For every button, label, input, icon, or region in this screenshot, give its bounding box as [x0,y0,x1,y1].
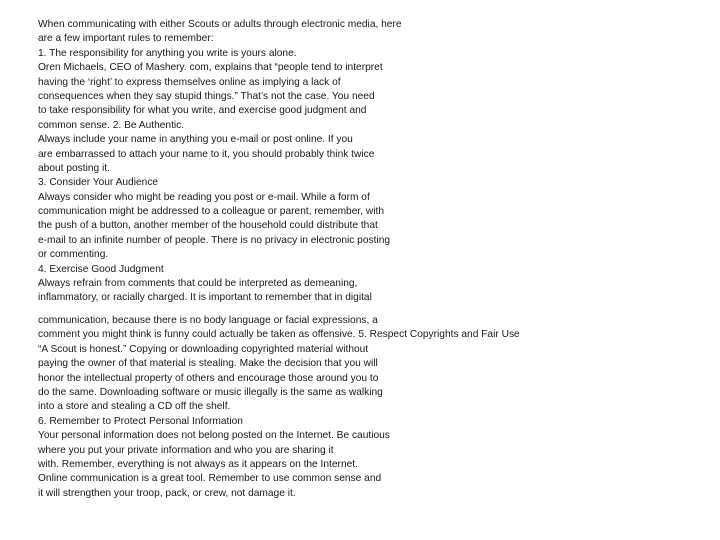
text-line: When communicating with either Scouts or adults through electronic media, here [38,19,402,30]
text-line: inflammatory, or racially charged. It is important to remember that in digital [38,292,372,304]
text-line: into a store and stealing a CD off the shelf. [38,401,231,413]
text-line: 6. Remember to Protect Personal Information [38,415,243,427]
text-line: Always refrain from comments that could be interpreted as demeaning, [38,278,358,290]
text-line: paying the owner of that material is stealing. Make the decision that you will [38,358,378,370]
text-line: “A Scout is honest.” Copying or downloading copyrighted material without [38,343,369,355]
text-line: it will strengthen your troop, pack, or crew, not damage it. [38,487,296,499]
text-line: Online communication is a great tool. Remember to use common sense and [38,473,382,485]
text-line: e-mail to an infinite number of people. There is no privacy in electronic posting [38,234,391,246]
text-line: are embarrassed to attach your name to it, you should probably think twice [38,148,375,160]
text-line: Always consider who might be reading you post or e-mail. While a form of [38,191,370,203]
text-line: communication, because there is no body language or facial expressions, a [38,315,378,326]
text-line: where you put your private information and who you are sharing it [38,444,334,456]
text-line: consequences when they say stupid things.” That’s not the case. You need [38,90,375,102]
text-line: Oren Michaels, CEO of Mashery. com, explains that “people tend to interpret [38,62,383,74]
text-line: communication might be addressed to a colleague or parent, remember, with [38,206,384,218]
text-line: 4. Exercise Good Judgment [38,263,164,275]
text-line: common sense. 2. Be Authentic. [38,119,185,131]
text-line: or commenting. [38,249,109,261]
text-line: honor the intellectual property of others and encourage those around you to [38,372,379,384]
text-line: the push of a button, another member of the household could distribute that [38,220,378,232]
text-line: are a few important rules to remember: [38,33,214,45]
text-line: 1. The responsibility for anything you write is yours alone. [38,47,297,59]
text-block-upper [38,18,678,306]
text-line: with. Remember, everything is not always as it appears on the Internet. [38,458,358,470]
text-line: about posting it. [38,162,110,174]
text-line: Always include your name in anything you e-mail or post online. If you [38,134,353,146]
text-line: Your personal information does not belong posted on the Internet. Be cautious [38,430,390,442]
text-line: to take responsibility for what you write, and exercise good judgment and [38,105,367,117]
text-line: comment you might think is funny could actually be taken as offensive. 5. Respect Copyrights and Fair Use [38,329,520,341]
text-line: 3. Consider Your Audience [38,177,159,189]
text-line: having the ‘right’ to express themselves online as implying a lack of [38,76,341,88]
text-block-lower [38,314,678,501]
text-line: do the same. Downloading software or music illegally is the same as walking [38,386,383,398]
